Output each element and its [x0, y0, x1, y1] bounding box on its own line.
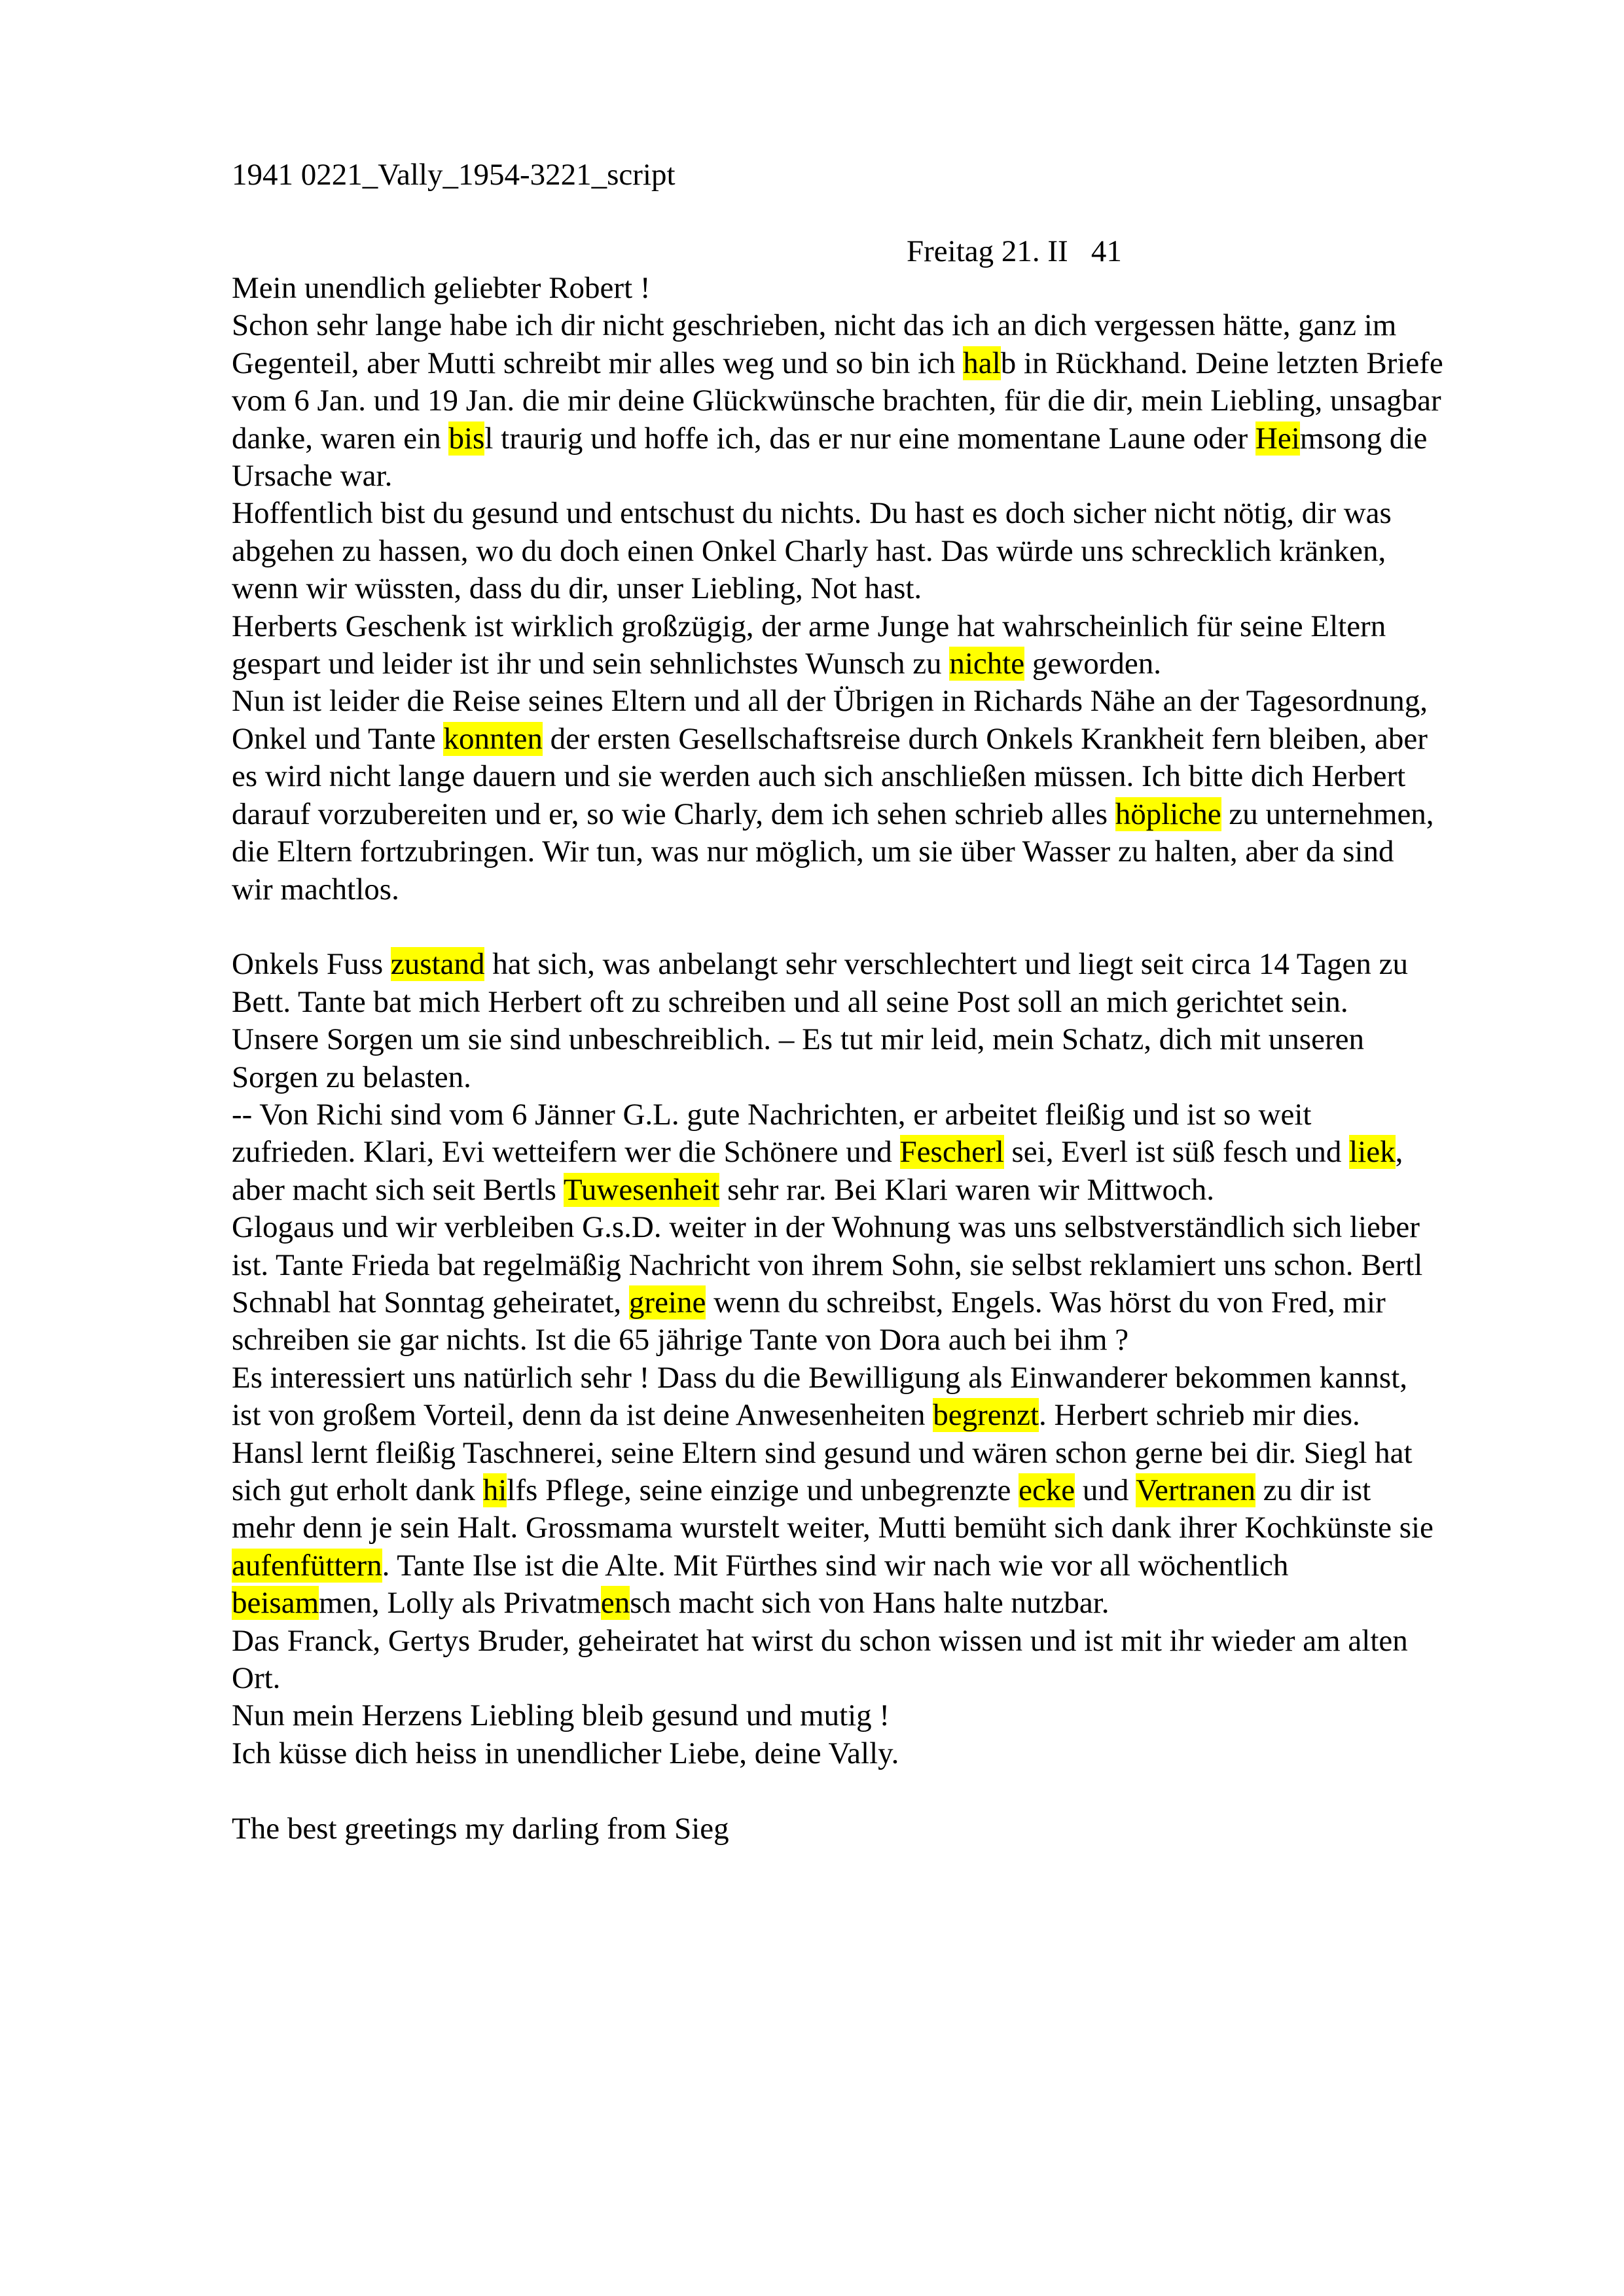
text-segment: geworden. [1024, 647, 1161, 681]
text-segment: msong die [1299, 421, 1428, 456]
text-line [232, 307, 1521, 344]
text-line [232, 1397, 1521, 1434]
highlighted-word: Tuwesenheit [563, 1172, 720, 1207]
text-segment: aber macht sich seit Bertls [232, 1172, 564, 1207]
highlighted-word: aufenfüttern [232, 1548, 382, 1583]
text-line [232, 758, 1521, 795]
text-segment: danke, waren ein [232, 421, 449, 456]
text-line [232, 645, 1521, 683]
highlighted-word: Vertranen [1136, 1473, 1256, 1507]
highlighted-word: konnten [443, 721, 543, 756]
text-segment: wir machtlos. [232, 872, 399, 906]
text-segment: Schnabl hat Sonntag geheiratet, [232, 1285, 629, 1319]
highlighted-word: zustand [390, 947, 485, 982]
highlighted-word: höpliche [1115, 797, 1221, 831]
highlighted-word: hi [482, 1473, 507, 1507]
text-line [232, 1021, 1521, 1058]
text-segment: Nun mein Herzens Liebling bleib gesund und mutig ! [232, 1698, 890, 1733]
text-line [232, 1472, 1521, 1509]
text-segment: abgehen zu hassen, wo du doch einen Onkel Charly hast. Das würde uns schrecklich kränken, [232, 533, 1386, 568]
text-segment: schreiben sie gar nichts. Ist die 65 jährige Tante von Dora auch bei ihm ? [232, 1323, 1129, 1357]
text-segment: l traurig und hoffe ich, das er nur eine momentane Laune oder [484, 421, 1255, 456]
text-line [232, 270, 1521, 307]
text-segment: wenn du schreibst, Engels. Was hörst du von Fred, mir [706, 1285, 1386, 1319]
text-line [232, 457, 1521, 495]
text-line [232, 1172, 1521, 1209]
highlighted-word: en [600, 1586, 630, 1621]
text-line [232, 1810, 1521, 1848]
text-line [232, 420, 1521, 457]
text-segment: wenn wir wüssten, dass du dir, unser Liebling, Not hast. [232, 571, 922, 606]
text-line [232, 608, 1521, 645]
text-segment: sei, Everl ist süß fesch und [1003, 1135, 1350, 1170]
text-line [232, 345, 1521, 382]
highlighted-word: begrenzt [933, 1398, 1039, 1433]
text-line [232, 721, 1521, 758]
letter-body [232, 270, 1521, 1848]
highlighted-word: liek [1349, 1135, 1396, 1170]
highlighted-word: nichte [949, 647, 1025, 681]
text-line [232, 683, 1521, 720]
text-segment: zu dir ist [1255, 1473, 1371, 1507]
text-line [232, 908, 1521, 946]
text-line [232, 1772, 1521, 1810]
text-line [232, 382, 1521, 420]
document-title: 1941 0221_Vally_1954-3221_script [232, 158, 676, 192]
text-segment: lfs Pflege, seine einzige und unbegrenzte [507, 1473, 1019, 1507]
text-segment: . Herbert schrieb mir dies. [1039, 1398, 1360, 1433]
text-segment: zufrieden. Klari, Evi wetteifern wer die Schönere und [232, 1135, 900, 1170]
text-segment: Schon sehr lange habe ich dir nicht geschrieben, nicht das ich an dich vergessen hätte, ganz im [232, 308, 1397, 343]
text-line [232, 1359, 1521, 1397]
text-line [232, 1623, 1521, 1660]
highlighted-word: greine [628, 1285, 706, 1319]
text-segment: Es interessiert uns natürlich sehr ! Dass du die Bewilligung als Einwanderer bekommen kannst, [232, 1360, 1408, 1395]
text-segment: . Tante Ilse ist die Alte. Mit Fürthes sind wir nach wie vor all wöchentlich [382, 1548, 1289, 1583]
text-segment: Das Franck, Gertys Bruder, geheiratet hat wirst du schon wissen und ist mit ihr wieder am alten [232, 1623, 1408, 1658]
text-segment: sehr rar. Bei Klari waren wir Mittwoch. [719, 1172, 1215, 1207]
text-segment: und [1075, 1473, 1136, 1507]
text-line [232, 1697, 1521, 1734]
text-segment: Nun ist leider die Reise seines Eltern und all der Übrigen in Richards Nähe an der Tagesordnung, [232, 684, 1428, 719]
text-segment: hat sich, was anbelangt sehr verschlechtert und liegt seit circa 14 Tagen zu [484, 947, 1409, 982]
text-segment: sich gut erholt dank [232, 1473, 483, 1507]
text-line [232, 833, 1521, 870]
text-line [232, 1134, 1521, 1171]
text-segment: Gegenteil, aber Mutti schreibt mir alles weg und so bin ich [232, 346, 964, 380]
text-segment: Onkels Fuss [232, 947, 391, 982]
text-line [232, 1509, 1521, 1547]
text-segment: ist. Tante Frieda bat regelmäßig Nachricht von ihrem Sohn, sie selbst reklamiert uns schon. Bertl [232, 1247, 1423, 1282]
letter-date: Freitag 21. II 41 [907, 234, 1122, 268]
text-line [232, 1585, 1521, 1622]
text-segment: die Eltern fortzubringen. Wir tun, was nur möglich, um sie über Wasser zu halten, aber da sind [232, 834, 1394, 869]
text-segment: Herberts Geschenk ist wirklich großzügig, der arme Junge hat wahrscheinlich für seine Eltern [232, 609, 1386, 643]
highlighted-word: Hei [1255, 421, 1300, 456]
text-segment: The best greetings my darling from Sieg [232, 1811, 729, 1846]
text-segment: Unsere Sorgen um sie sind unbeschreiblich. – Es tut mir leid, mein Schatz, dich mit unseren [232, 1022, 1364, 1057]
text-segment: , [1395, 1135, 1403, 1170]
text-segment: es wird nicht lange dauern und sie werden auch sich anschließen müssen. Ich bitte dich Herbert [232, 759, 1406, 794]
text-line [232, 871, 1521, 908]
text-segment: Mein unendlich geliebter Robert ! [232, 271, 651, 305]
text-line [232, 1096, 1521, 1134]
text-segment: ist von großem Vorteil, denn da ist deine Anwesenheiten [232, 1398, 933, 1433]
highlighted-word: ecke [1019, 1473, 1075, 1507]
text-line [232, 1660, 1521, 1697]
text-segment: -- Von Richi sind vom 6 Jänner G.L. gute Nachrichten, er arbeitet fleißig und ist so weit [232, 1097, 1312, 1132]
text-line [232, 1735, 1521, 1772]
text-line [232, 570, 1521, 607]
text-segment: men, Lolly als Privatm [319, 1586, 601, 1621]
text-line [232, 495, 1521, 532]
text-line [232, 1321, 1521, 1359]
text-line [232, 984, 1521, 1021]
text-segment: Sorgen zu belasten. [232, 1060, 471, 1094]
text-line [232, 796, 1521, 833]
text-segment: Hansl lernt fleißig Taschnerei, seine Eltern sind gesund und wären schon gerne bei dir. Siegl hat [232, 1435, 1413, 1470]
text-segment: Bett. Tante bat mich Herbert oft zu schreiben und all seine Post soll an mich gerichtet sein. [232, 984, 1348, 1019]
text-line [232, 1247, 1521, 1284]
text-line [232, 533, 1521, 570]
text-segment: darauf vorzubereiten und er, so wie Charly, dem ich sehen schrieb alles [232, 797, 1115, 831]
text-line [232, 1547, 1521, 1585]
text-segment: gespart und leider ist ihr und sein sehnlichstes Wunsch zu [232, 647, 950, 681]
text-segment: zu unternehmen, [1221, 797, 1434, 831]
text-segment: der ersten Gesellschaftsreise durch Onkels Krankheit fern bleiben, aber [542, 721, 1428, 756]
text-segment: mehr denn je sein Halt. Grossmama wurstelt weiter, Mutti bemüht sich dank ihrer Kochkünste sie [232, 1511, 1434, 1545]
highlighted-word: beisam [232, 1586, 319, 1621]
text-segment: Glogaus und wir verbleiben G.s.D. weiter in der Wohnung was uns selbstverständlich sich lieber [232, 1210, 1420, 1245]
text-line [232, 1435, 1521, 1472]
text-segment: sch macht sich von Hans halte nutzbar. [630, 1586, 1110, 1621]
highlighted-word: hal [963, 346, 1001, 380]
text-segment: Ort. [232, 1661, 281, 1696]
text-line [232, 1209, 1521, 1246]
highlighted-word: Fescherl [899, 1135, 1004, 1170]
text-segment: Ich küsse dich heiss in unendlicher Liebe, deine Vally. [232, 1736, 899, 1770]
text-segment: b in Rückhand. Deine letzten Briefe [1000, 346, 1443, 380]
highlighted-word: bis [448, 421, 485, 456]
text-line [232, 946, 1521, 983]
text-line [232, 1284, 1521, 1321]
text-line [232, 1059, 1521, 1096]
text-segment: vom 6 Jan. und 19 Jan. die mir deine Glückwünsche brachten, für die dir, mein Liebling, unsagbar [232, 384, 1441, 418]
text-segment: Hoffentlich bist du gesund und entschust du nichts. Du hast es doch sicher nicht nötig, dir was [232, 496, 1392, 531]
text-segment: Onkel und Tante [232, 721, 444, 756]
text-segment: Ursache war. [232, 459, 393, 493]
